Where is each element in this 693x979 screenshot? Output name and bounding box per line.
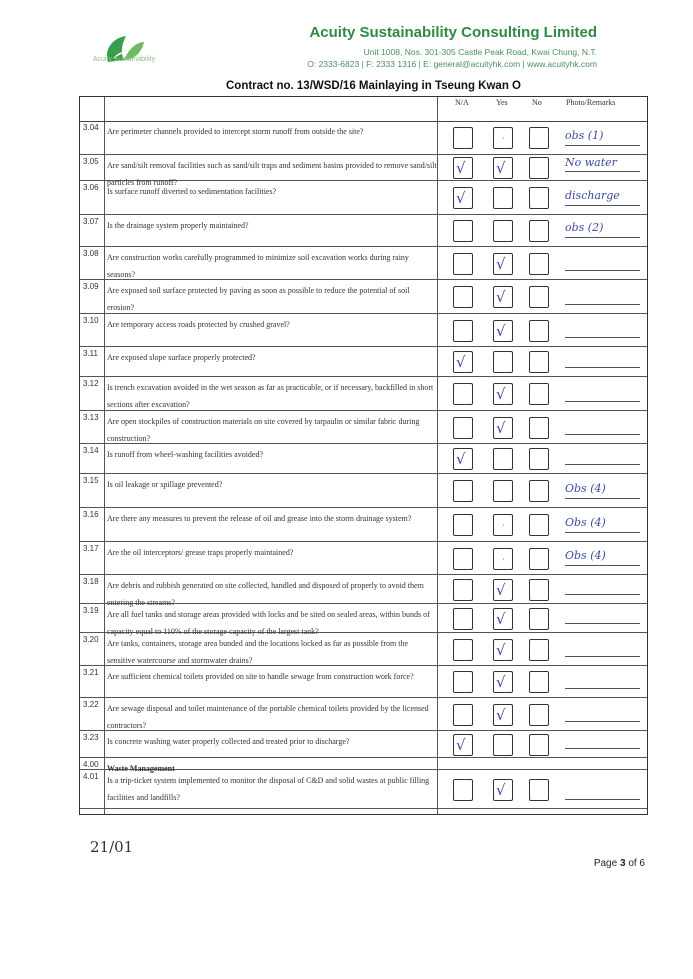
item-question: Are open stockpiles of construction materials on site covered by tarpaulin or similar fabric during construction? xyxy=(107,417,420,443)
item-number: 3.11 xyxy=(83,349,98,358)
item-number: 3.15 xyxy=(83,476,99,485)
handwritten-remark: obs (1) xyxy=(565,129,604,142)
table-row xyxy=(80,314,647,347)
no-checkbox[interactable] xyxy=(529,383,549,405)
handwritten-remark: obs (2) xyxy=(565,221,604,234)
na-checkbox[interactable] xyxy=(453,514,473,536)
check-mark-icon: √ xyxy=(496,706,506,724)
yes-checkbox[interactable] xyxy=(493,734,513,756)
item-question: Are construction works carefully programmed to minimize soil excavation works during rainy seasons? xyxy=(107,253,409,279)
item-number: 3.23 xyxy=(83,733,99,742)
dot-mark-icon: · xyxy=(502,555,505,564)
col-header-yes: Yes xyxy=(496,98,508,107)
remark-underline xyxy=(565,434,640,435)
na-checkbox[interactable] xyxy=(453,351,473,373)
item-question: Is surface runoff diverted to sedimentation facilities? xyxy=(107,187,277,196)
dot-mark-icon: · xyxy=(502,134,505,143)
page-current: 3 xyxy=(619,858,626,869)
yes-checkbox[interactable] xyxy=(493,127,513,149)
yes-checkbox[interactable] xyxy=(493,480,513,502)
yes-checkbox[interactable] xyxy=(493,608,513,630)
item-number: 3.14 xyxy=(83,446,99,455)
table-row xyxy=(80,474,647,508)
check-mark-icon: √ xyxy=(496,419,506,437)
table-row xyxy=(80,542,647,575)
item-question: Are sufficient chemical toilets provided on site to handle sewage from construction work force? xyxy=(107,672,414,681)
handwritten-date: 21/01 xyxy=(90,838,134,856)
na-checkbox[interactable] xyxy=(453,320,473,342)
yes-checkbox[interactable] xyxy=(493,157,513,179)
handwritten-remark: No water xyxy=(565,156,617,169)
remark-underline xyxy=(565,367,640,368)
item-number: 3.07 xyxy=(83,217,99,226)
table-row xyxy=(80,411,647,444)
na-checkbox[interactable] xyxy=(453,579,473,601)
item-number: 3.04 xyxy=(83,123,99,132)
table-row xyxy=(80,347,647,377)
no-checkbox[interactable] xyxy=(529,514,549,536)
item-number: 3.08 xyxy=(83,249,99,258)
yes-checkbox[interactable] xyxy=(493,448,513,470)
col-header-remarks: Photo/Remarks xyxy=(566,98,616,107)
contract-title: Contract no. 13/WSD/16 Mainlaying in Tseung Kwan O xyxy=(226,80,521,92)
page-number xyxy=(594,858,645,869)
check-mark-icon: √ xyxy=(496,255,506,273)
item-question: Are the oil interceptors/ grease traps properly maintained? xyxy=(107,548,294,557)
table-row xyxy=(80,377,647,411)
item-question: Are debris and rubbish generated on site collected, handled and disposed of properly to avoid them entering the streams? xyxy=(107,581,424,607)
remark-underline xyxy=(565,565,640,566)
yes-checkbox[interactable] xyxy=(493,548,513,570)
item-question: Is the drainage system properly maintained? xyxy=(107,221,249,230)
no-checkbox[interactable] xyxy=(529,579,549,601)
na-checkbox[interactable] xyxy=(453,608,473,630)
no-checkbox[interactable] xyxy=(529,187,549,209)
check-mark-icon: √ xyxy=(496,159,506,177)
no-checkbox[interactable] xyxy=(529,417,549,439)
remark-underline xyxy=(565,464,640,465)
table-row xyxy=(80,444,647,474)
na-checkbox[interactable] xyxy=(453,157,473,179)
no-checkbox[interactable] xyxy=(529,220,549,242)
item-number: 3.18 xyxy=(83,577,99,586)
na-checkbox[interactable] xyxy=(453,779,473,801)
na-checkbox[interactable] xyxy=(453,286,473,308)
no-checkbox[interactable] xyxy=(529,480,549,502)
item-question: Are sand/silt removal facilities such as sand/silt traps and sediment basins provided to remove sand/silt particles from runoff? xyxy=(107,161,437,187)
table-row xyxy=(80,731,647,758)
na-checkbox[interactable] xyxy=(453,671,473,693)
no-checkbox[interactable] xyxy=(529,639,549,661)
check-mark-icon: √ xyxy=(456,450,466,468)
no-checkbox[interactable] xyxy=(529,704,549,726)
table-row xyxy=(80,633,647,666)
remark-underline xyxy=(565,337,640,338)
remark-underline xyxy=(565,532,640,533)
table-row xyxy=(80,698,647,731)
na-checkbox[interactable] xyxy=(453,548,473,570)
check-mark-icon: √ xyxy=(496,781,506,799)
no-checkbox[interactable] xyxy=(529,448,549,470)
item-number: 3.17 xyxy=(83,544,99,553)
remark-underline xyxy=(565,594,640,595)
no-checkbox[interactable] xyxy=(529,253,549,275)
company-contact: O: 2333-6823 | F: 2333 1316 | E: general@acuityhk.com | www.acuityhk.com xyxy=(307,59,597,69)
table-row xyxy=(80,508,647,542)
yes-checkbox[interactable] xyxy=(493,671,513,693)
item-question: Are sewage disposal and toilet maintenance of the portable chemical toilets provided by the licensed contractors? xyxy=(107,704,429,730)
item-question: Waste Management xyxy=(107,764,175,773)
na-checkbox[interactable] xyxy=(453,417,473,439)
item-question: Is runoff from wheel-washing facilities avoided? xyxy=(107,450,264,459)
item-number: 3.12 xyxy=(83,379,99,388)
check-mark-icon: √ xyxy=(456,736,466,754)
table-row xyxy=(80,758,647,773)
company-address: Unit 1008, Nos. 301-305 Castle Peak Road, Kwai Chung, N.T. xyxy=(363,47,597,57)
handwritten-remark: Obs (4) xyxy=(565,482,606,495)
table-row xyxy=(80,121,647,155)
remark-underline xyxy=(565,688,640,689)
item-number: 3.05 xyxy=(83,157,99,166)
no-checkbox[interactable] xyxy=(529,608,549,630)
dot-mark-icon: · xyxy=(502,521,505,530)
na-checkbox[interactable] xyxy=(453,127,473,149)
item-question: Are all fuel tanks and storage areas provided with locks and be sited on sealed areas, within bunds of capacity equal to 110% of the storage capacity of the largest tank? xyxy=(107,610,430,636)
remark-underline xyxy=(565,270,640,271)
item-number: 3.13 xyxy=(83,413,99,422)
table-row xyxy=(80,666,647,698)
remark-underline xyxy=(565,205,640,206)
na-checkbox[interactable] xyxy=(453,220,473,242)
company-name: Acuity Sustainability Consulting Limited xyxy=(309,24,597,41)
na-checkbox[interactable] xyxy=(453,480,473,502)
yes-checkbox[interactable] xyxy=(493,383,513,405)
na-checkbox[interactable] xyxy=(453,734,473,756)
item-question: Are temporary access roads protected by crushed gravel? xyxy=(107,320,290,329)
item-number: 4.00 xyxy=(83,760,99,769)
item-number: 3.09 xyxy=(83,282,99,291)
page-label: Page xyxy=(593,858,618,869)
item-number: 3.21 xyxy=(83,668,99,677)
yes-checkbox[interactable] xyxy=(493,187,513,209)
col-header-no: No xyxy=(532,98,542,107)
na-checkbox[interactable] xyxy=(453,383,473,405)
check-mark-icon: √ xyxy=(496,581,506,599)
yes-checkbox[interactable] xyxy=(493,417,513,439)
check-mark-icon: √ xyxy=(496,385,506,403)
check-mark-icon: √ xyxy=(456,159,466,177)
yes-checkbox[interactable] xyxy=(493,220,513,242)
item-number: 3.16 xyxy=(83,510,99,519)
remark-underline xyxy=(565,304,640,305)
page-total: of 6 xyxy=(628,858,645,869)
table-row xyxy=(80,181,647,215)
no-checkbox[interactable] xyxy=(529,127,549,149)
table-row xyxy=(80,280,647,314)
check-mark-icon: √ xyxy=(496,673,506,691)
handwritten-remark: discharge xyxy=(565,189,620,202)
remark-underline xyxy=(565,237,640,238)
no-checkbox[interactable] xyxy=(529,779,549,801)
no-checkbox[interactable] xyxy=(529,320,549,342)
remark-underline xyxy=(565,498,640,499)
yes-checkbox[interactable] xyxy=(493,514,513,536)
no-checkbox[interactable] xyxy=(529,351,549,373)
item-question: Are perimeter channels provided to intercept storm runoff from outside the site? xyxy=(107,127,364,136)
item-question: Is oil leakage or spillage prevented? xyxy=(107,480,223,489)
table-row xyxy=(80,215,647,247)
na-checkbox[interactable] xyxy=(453,187,473,209)
handwritten-remark: Obs (4) xyxy=(565,549,606,562)
table-header xyxy=(80,97,647,122)
check-mark-icon: √ xyxy=(496,288,506,306)
yes-checkbox[interactable] xyxy=(493,286,513,308)
table-row xyxy=(80,247,647,280)
no-checkbox[interactable] xyxy=(529,548,549,570)
check-mark-icon: √ xyxy=(456,353,466,371)
item-number: 3.20 xyxy=(83,635,99,644)
item-question: Are exposed soil surface protected by paving as soon as possible to reduce the potential of soil erosion? xyxy=(107,286,410,312)
no-checkbox[interactable] xyxy=(529,671,549,693)
company-logo-icon xyxy=(98,20,150,76)
yes-checkbox[interactable] xyxy=(493,320,513,342)
item-number: 4.01 xyxy=(83,772,99,781)
yes-checkbox[interactable] xyxy=(493,704,513,726)
item-question: Are exposed slope surface properly protected? xyxy=(107,353,256,362)
item-question: Are tanks, containers, storage area bunded and the locations locked as far as possible from the sensitive watercourse and stormwater drains? xyxy=(107,639,409,665)
na-checkbox[interactable] xyxy=(453,704,473,726)
no-checkbox[interactable] xyxy=(529,286,549,308)
item-question: Is a trip-ticket system implemented to monitor the disposal of C&D and solid wastes at public filling facilities and landfills? xyxy=(107,776,430,802)
item-question: Is concrete washing water properly collected and treated prior to discharge? xyxy=(107,737,350,746)
table-row xyxy=(80,770,647,809)
remark-underline xyxy=(565,748,640,749)
yes-checkbox[interactable] xyxy=(493,579,513,601)
check-mark-icon: √ xyxy=(496,322,506,340)
item-number: 3.22 xyxy=(83,700,99,709)
remark-underline xyxy=(565,171,640,172)
check-mark-icon: √ xyxy=(456,189,466,207)
item-number: 3.10 xyxy=(83,316,99,325)
item-question: Are there any measures to prevent the release of oil and grease into the storm drainage system? xyxy=(107,514,412,523)
yes-checkbox[interactable] xyxy=(493,639,513,661)
yes-checkbox[interactable] xyxy=(493,351,513,373)
na-checkbox[interactable] xyxy=(453,448,473,470)
na-checkbox[interactable] xyxy=(453,253,473,275)
checklist-table xyxy=(79,96,648,815)
remark-underline xyxy=(565,721,640,722)
remark-underline xyxy=(565,145,640,146)
item-number: 3.06 xyxy=(83,183,99,192)
yes-checkbox[interactable] xyxy=(493,779,513,801)
remark-underline xyxy=(565,799,640,800)
item-number: 3.19 xyxy=(83,606,99,615)
remark-underline xyxy=(565,401,640,402)
table-row xyxy=(80,604,647,636)
na-checkbox[interactable] xyxy=(453,639,473,661)
item-question: Is trench excavation avoided in the wet season as far as practicable, or if necessary, backfilled in short sections after excavation? xyxy=(107,383,434,409)
handwritten-remark: Obs (4) xyxy=(565,516,606,529)
remark-underline xyxy=(565,623,640,624)
table-row xyxy=(80,155,647,187)
no-checkbox[interactable] xyxy=(529,157,549,179)
no-checkbox[interactable] xyxy=(529,734,549,756)
check-mark-icon: √ xyxy=(496,641,506,659)
yes-checkbox[interactable] xyxy=(493,253,513,275)
table-row xyxy=(80,575,647,607)
col-header-na: N/A xyxy=(455,98,469,107)
remark-underline xyxy=(565,656,640,657)
check-mark-icon: √ xyxy=(496,610,506,628)
logo-caption: Acuity Sustainability xyxy=(92,56,156,63)
